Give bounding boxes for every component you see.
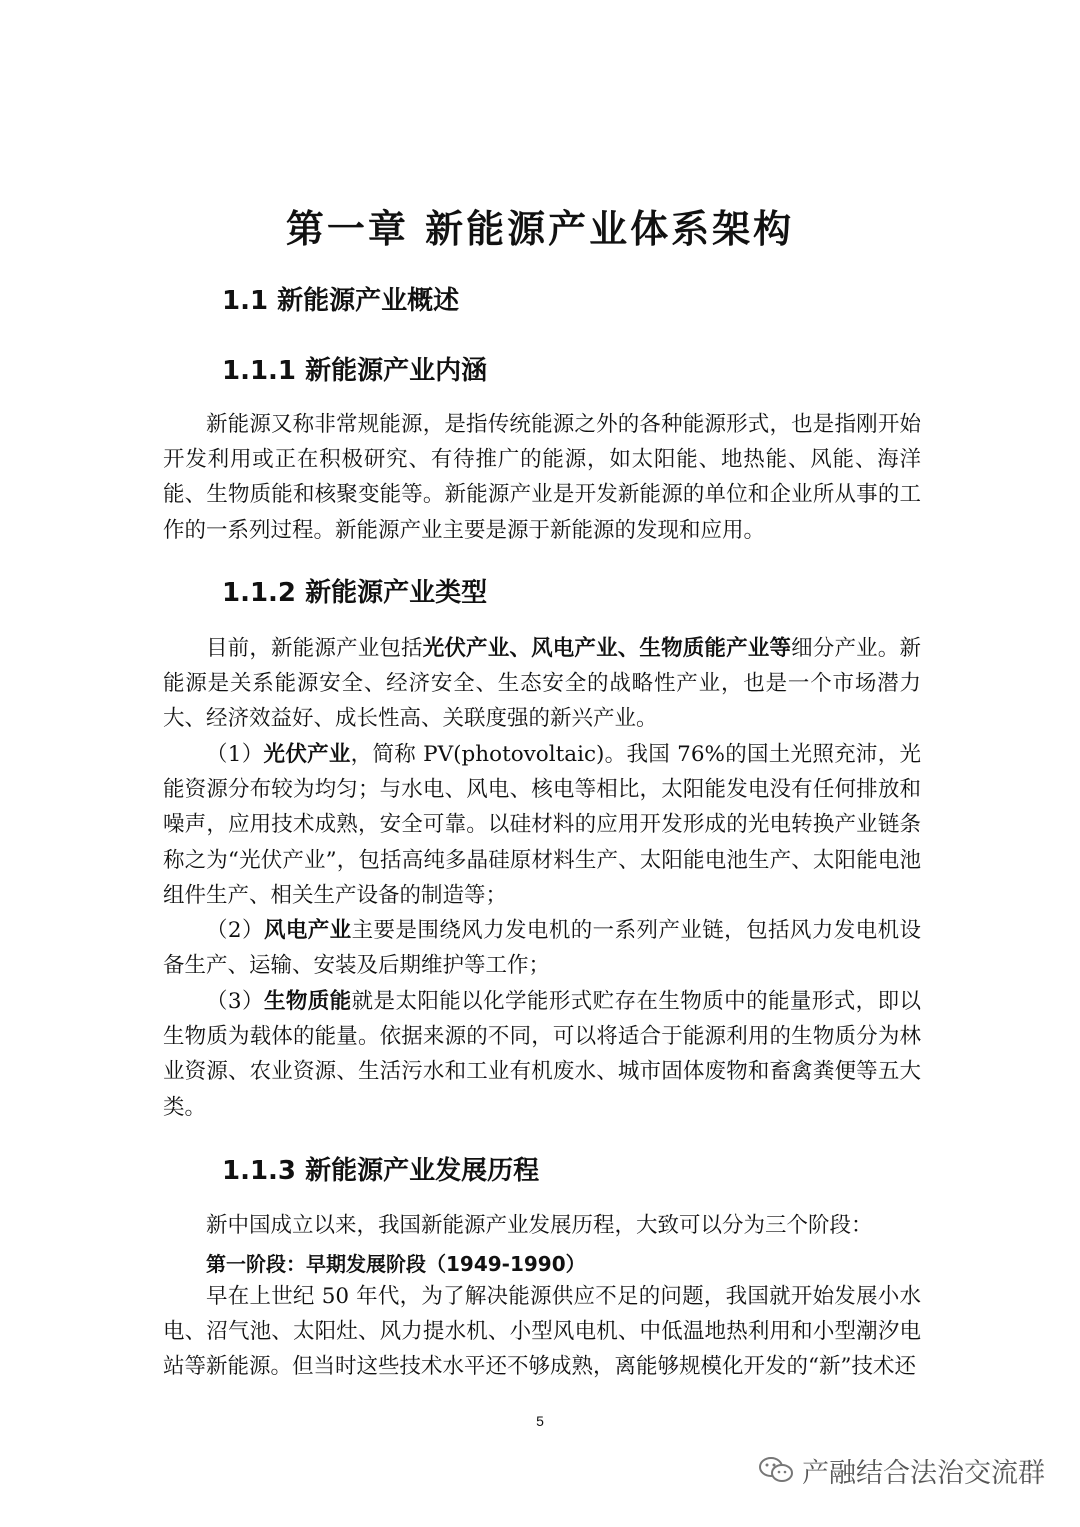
chapter-title: 第一章 新能源产业体系架构	[285, 207, 795, 251]
wechat-icon	[758, 1455, 794, 1485]
bio-text: 就是太阳能以化学能形式贮存在生物质中的能量形式，即以生物质为载体的能量。依据来源的不同，可以将适合于能源利用的生物质分为林业资源、农业资源、生活污水和工业有机废水、城市固体废物和畜禽粪便等五大类。	[163, 989, 921, 1120]
types-rest: 细分产业。新能源是关系能源安全、经济安全、生态安全的战略性产业，也是一个市场潜力大、经济效益好、成长性高、关联度强的新兴产业。	[163, 636, 921, 732]
paragraph-wind	[163, 913, 921, 983]
types-bold: 光伏产业、风电产业、生物质能产业等	[422, 636, 792, 661]
pv-number: （1）	[206, 742, 264, 767]
section-1-1-heading: 1.1 新能源产业概述	[222, 286, 460, 316]
section-1-1-3-heading: 1.1.3 新能源产业发展历程	[222, 1156, 540, 1186]
bio-number: （3）	[206, 989, 264, 1014]
wind-number: （2）	[206, 918, 264, 943]
wind-text: 主要是围绕风力发电机的一系列产业链，包括风力发电机设备生产、运输、安装及后期维护等工作；	[163, 918, 921, 979]
bio-bold: 生物质能	[263, 989, 352, 1014]
paragraph-history-intro: 新中国成立以来，我国新能源产业发展历程，大致可以分为三个阶段：	[206, 1213, 873, 1238]
stage-1-heading: 第一阶段：早期发展阶段（1949-1990）	[206, 1252, 586, 1276]
paragraph-types	[163, 631, 921, 737]
section-1-1-2-heading: 1.1.2 新能源产业类型	[222, 578, 488, 608]
pv-text: ，简称 PV(photovoltaic)。我国 76%的国土光照充沛，光能资源分布较为均匀；与水电、风电、核电等相比，太阳能发电没有任何排放和噪声，应用技术成熟，安全可靠。以硅材料的应用开发形成的光电转换产业链条称之为“光伏产业”，包括高纯多晶硅原材料生产、太阳能电池生产、太阳能电池组件生产、相关生产设备的制造等；	[163, 742, 921, 908]
paragraph-pv	[163, 737, 921, 913]
paragraph-biomass	[163, 984, 921, 1125]
page-number: 5	[536, 1413, 544, 1429]
section-1-1-1-heading: 1.1.1 新能源产业内涵	[222, 356, 488, 386]
pv-bold: 光伏产业	[263, 742, 351, 767]
types-intro: 目前，新能源产业包括	[206, 636, 423, 661]
wind-bold: 风电产业	[263, 918, 352, 943]
watermark	[758, 1450, 1045, 1490]
watermark-text: 产融结合法治交流群	[802, 1457, 1045, 1489]
paragraph-connotation: 新能源又称非常规能源，是指传统能源之外的各种能源形式，也是指刚开始开发利用或正在积极研究、有待推广的能源，如太阳能、地热能、风能、海洋能、生物质能和核聚变能等。新能源产业是开发新能源的单位和企业所从事的工作的一系列过程。新能源产业主要是源于新能源的发现和应用。	[163, 412, 921, 543]
paragraph-stage-1: 早在上世纪 50 年代，为了解决能源供应不足的问题，我国就开始发展小水电、沼气池、太阳灶、风力提水机、小型风电机、中低温地热利用和小型潮汐电站等新能源。但当时这些技术水平还不够成熟，离能够规模化开发的“新”技术还	[163, 1284, 921, 1380]
